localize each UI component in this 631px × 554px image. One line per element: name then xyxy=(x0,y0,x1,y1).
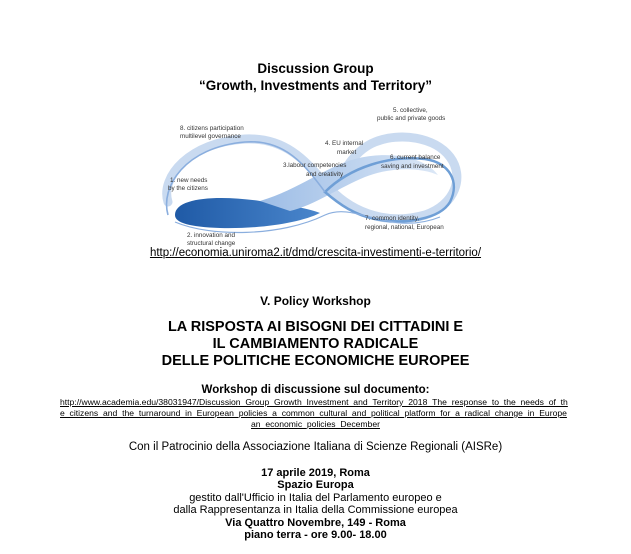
label-1-line2: by the citizens xyxy=(168,185,208,192)
event-address: Via Quattro Novembre, 149 - Roma xyxy=(225,516,406,529)
site-link[interactable]: http://economia.uniroma2.it/dmd/crescita-investimenti-e-territorio/ xyxy=(149,247,482,259)
headline-line2: IL CAMBIAMENTO RADICALE xyxy=(212,336,419,352)
label-8-line2: multilevel governance xyxy=(180,133,241,140)
label-5-line1: 5. collective, xyxy=(393,107,428,114)
document-label: Workshop di discussione sul documento: xyxy=(201,384,430,396)
event-managed-line2: dalla Rappresentanza in Italia della Commissione europea xyxy=(173,504,458,517)
event-details xyxy=(0,467,631,541)
discussion-group-title xyxy=(0,60,631,94)
event-managed-line1: gestito dall'Ufficio in Italia del Parlamento europeo e xyxy=(189,491,442,504)
event-date: 17 aprile 2019, Roma xyxy=(261,467,370,479)
event-time: piano terra - ore 9.00- 18.00 xyxy=(244,529,387,542)
label-1-line1: 1. new needs xyxy=(170,177,208,184)
patronage-text: Con il Patrocinio della Associazione Italiana di Scienze Regionali (AISRe) xyxy=(128,441,503,453)
headline-line3: DELLE POLITICHE ECONOMICHE EUROPEE xyxy=(161,353,470,369)
label-8-line1: 8. citizens participation xyxy=(180,125,244,132)
label-2-line2: structural change xyxy=(187,240,236,247)
label-7-line2: regional, national, European xyxy=(365,224,444,231)
label-2-line1: 2. innovation and xyxy=(187,232,235,239)
group-title-line2: “Growth, Investments and Territory” xyxy=(198,78,433,93)
headline xyxy=(0,319,631,370)
label-3-line2: and creativity xyxy=(306,171,344,178)
workshop-number: V. Policy Workshop xyxy=(260,294,371,308)
label-6-line1: 6. current balance xyxy=(390,154,441,161)
label-7-line1: 7. common identity, xyxy=(365,215,420,222)
group-title-line1: Discussion Group xyxy=(257,61,374,76)
label-4-line2: market xyxy=(337,149,357,156)
document-link[interactable]: http://www.academia.edu/38031947/Discussion_Group_Growth_Investment_and_Territory_2018_The_response_to_the_needs_of_the_citizens_and_the_turnaround_in_European_policies_a_common_cultural_and_political_platform_for_a_radical_change_in_European_economic_policies_December xyxy=(60,397,568,429)
infinity-loop-diagram xyxy=(150,97,480,247)
label-4-line1: 4. EU internal xyxy=(325,140,364,147)
headline-line1: LA RISPOSTA AI BISOGNI DEI CITTADINI E xyxy=(167,319,464,335)
label-3-line1: 3.labour competencies xyxy=(283,162,347,169)
label-5-line2: public and private goods xyxy=(377,115,446,122)
label-6-line2: saving and investment xyxy=(381,163,444,170)
event-venue: Spazio Europa xyxy=(277,479,354,492)
